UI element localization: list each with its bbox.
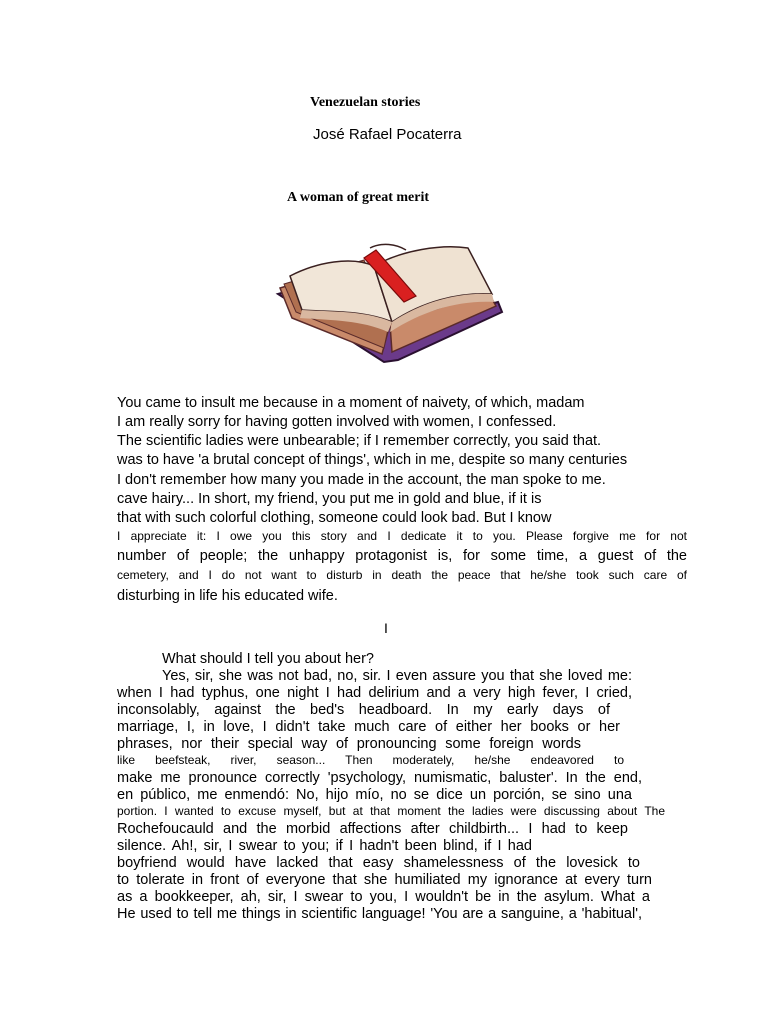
body-line: silence. Ah!, sir, I swear to you; if I hadn't been blind, if I had xyxy=(117,838,532,854)
body-line: en público, me enmendó: No, hijo mío, no se dice un porción, se sino una xyxy=(117,787,632,803)
author-name: José Rafael Pocaterra xyxy=(313,126,462,143)
series-title: Venezuelan stories xyxy=(310,95,421,110)
body-line: What should I tell you about her? xyxy=(162,651,374,667)
body-line: Yes, sir, she was not bad, no, sir. I even assure you that she loved me: xyxy=(162,668,632,684)
chapter-number: I xyxy=(384,620,388,636)
body-line: like beefsteak, river, season... Then moderately, he/she endeavored to xyxy=(117,753,624,767)
body-line: Rochefoucauld and the morbid affections after childbirth... I had to keep xyxy=(117,821,628,837)
body-line: when I had typhus, one night I had delirium and a very high fever, I cried, xyxy=(117,685,632,701)
intro-line: number of people; the unhappy protagonist is, for some time, a guest of the xyxy=(117,548,687,564)
body-line: phrases, nor their special way of pronouncing some foreign words xyxy=(117,736,581,752)
intro-line: was to have 'a brutal concept of things', which in me, despite so many centuries xyxy=(117,452,628,468)
intro-line: disturbing in life his educated wife. xyxy=(117,588,338,604)
body-line: inconsolably, against the bed's headboard. In my early days of xyxy=(117,702,610,718)
intro-line: cave hairy... In short, my friend, you put me in gold and blue, if it is xyxy=(117,491,542,507)
intro-line: that with such colorful clothing, someone could look bad. But I know xyxy=(117,510,552,526)
body-line: as a bookkeeper, ah, sir, I swear to you, I wouldn't be in the asylum. What a xyxy=(117,889,650,905)
intro-line: The scientific ladies were unbearable; if I remember correctly, you said that. xyxy=(117,433,602,449)
body-line: boyfriend would have lacked that easy shamelessness of the lovesick to xyxy=(117,855,640,871)
open-book-icon xyxy=(272,236,504,366)
body-line: He used to tell me things in scientific language! 'You are a sanguine, a 'habitual', xyxy=(117,906,642,922)
intro-line: I am really sorry for having gotten involved with women, I confessed. xyxy=(117,414,557,430)
body-line: to tolerate in front of everyone that she humiliated my ignorance at every turn xyxy=(117,872,652,888)
body-line: marriage, I, in love, I didn't take much care of either her books or her xyxy=(117,719,620,735)
body-line: portion. I wanted to excuse myself, but at that moment the ladies were discussing about The xyxy=(117,804,665,818)
intro-line: You came to insult me because in a moment of naivety, of which, madam xyxy=(117,395,585,411)
intro-line: cemetery, and I do not want to disturb in death the peace that he/she took such care of xyxy=(117,568,687,582)
intro-line: I don't remember how many you made in the account, the man spoke to me. xyxy=(117,472,606,488)
body-line: make me pronounce correctly 'psychology, numismatic, baluster'. In the end, xyxy=(117,770,642,786)
intro-line: I appreciate it: I owe you this story and I dedicate it to you. Please forgive me for not xyxy=(117,529,687,543)
story-title: A woman of great merit xyxy=(287,190,430,205)
